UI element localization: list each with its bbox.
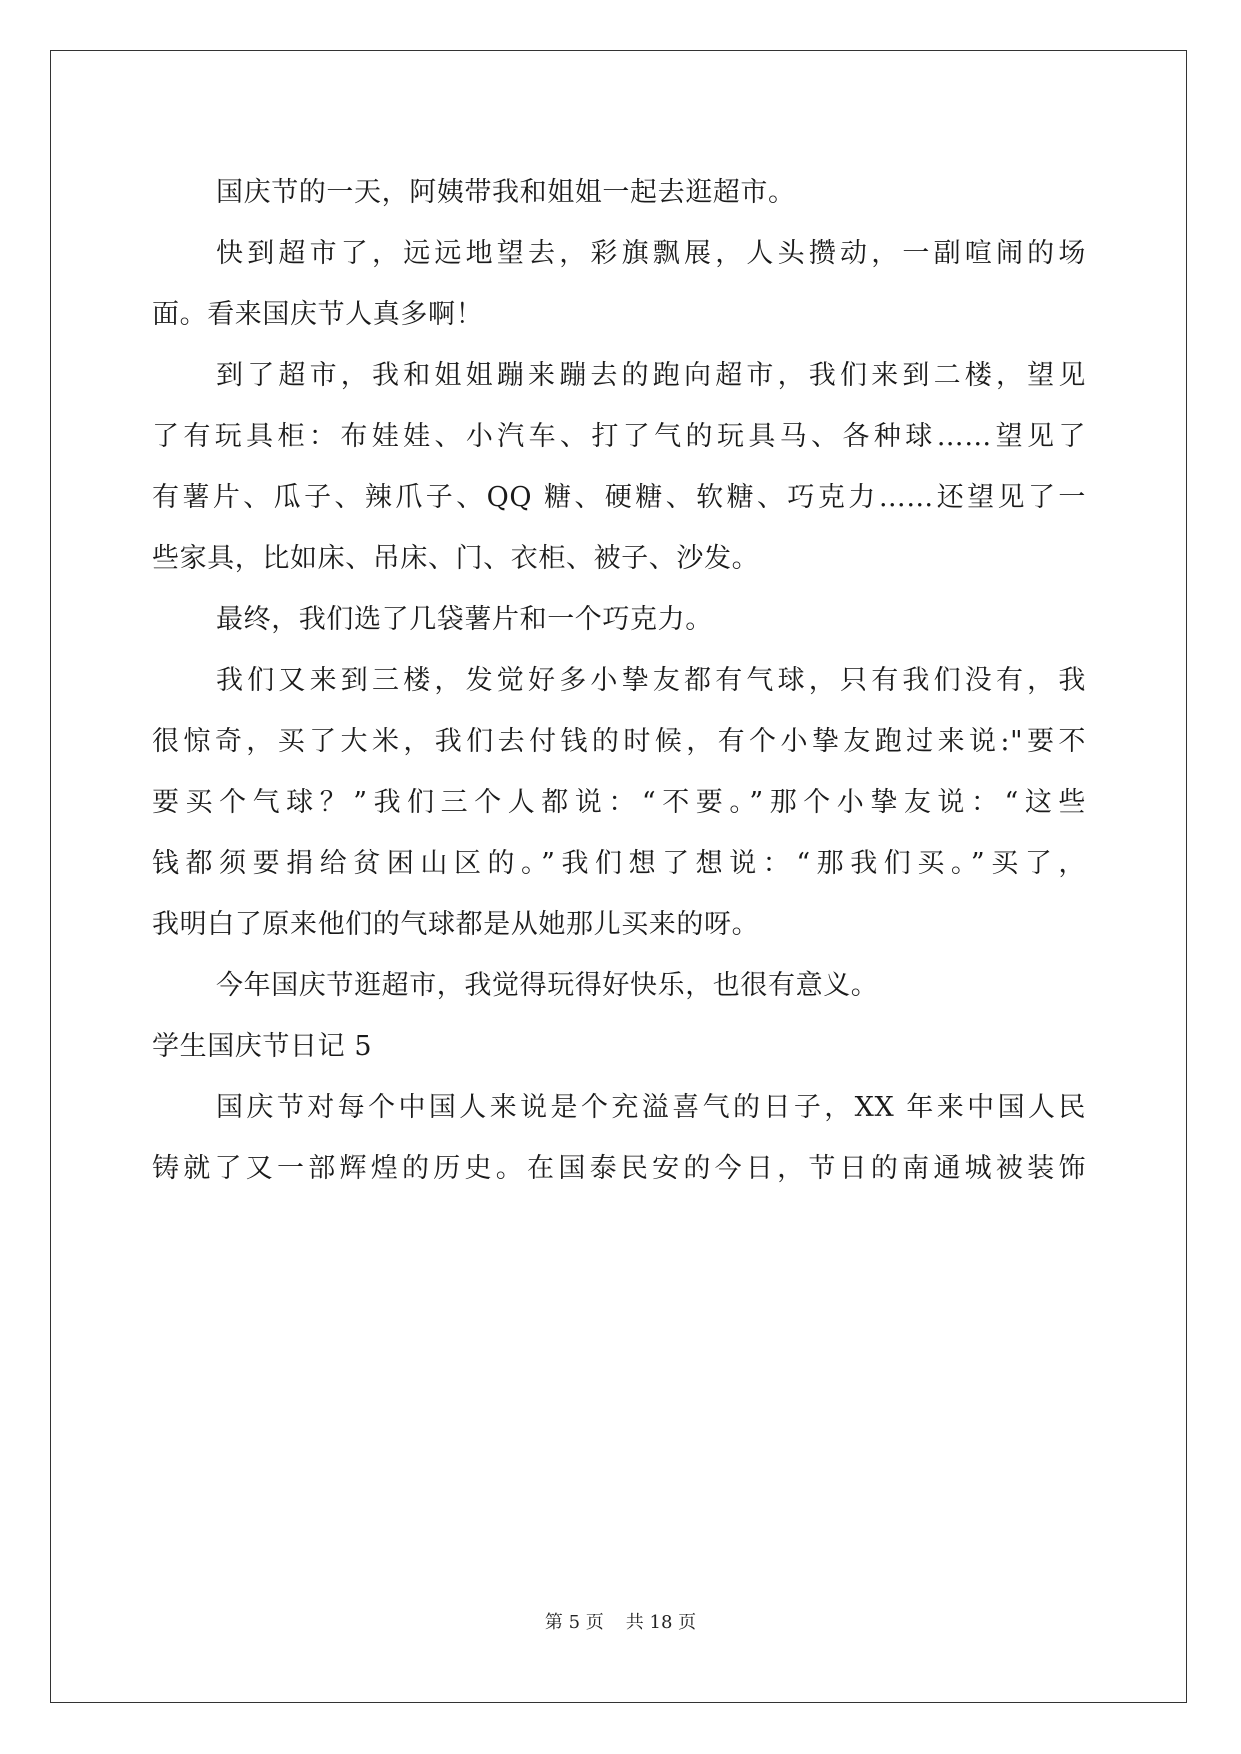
page-total: 共 18 页 <box>625 1612 697 1633</box>
paragraph-line: 钱都须要捐给贫困山区的。”我们想了想说：“那我们买。”买了， <box>152 848 1086 879</box>
paragraph-line: 有薯片、瓜子、辣爪子、QQ 糖、硬糖、软糖、巧克力……还望见了一 <box>152 482 1086 513</box>
paragraph-line: 面。看来国庆节人真多啊！ <box>152 299 484 330</box>
paragraph-line: 铸就了又一部辉煌的历史。在国泰民安的今日，节日的南通城被装饰 <box>152 1153 1086 1184</box>
paragraph-line: 快到超市了，远远地望去，彩旗飘展，人头攒动，一副喧闹的场 <box>216 238 1086 269</box>
paragraph-line: 今年国庆节逛超市，我觉得玩得好快乐，也很有意义。 <box>216 970 879 1001</box>
paragraph-line: 些家具，比如床、吊床、门、衣柜、被子、沙发。 <box>152 543 760 574</box>
paragraph-line: 国庆节对每个中国人来说是个充溢喜气的日子，XX 年来中国人民 <box>216 1092 1086 1123</box>
paragraph-line: 了有玩具柜：布娃娃、小汽车、打了气的玩具马、各种球……望见了 <box>152 421 1086 452</box>
section-heading: 学生国庆节日记 5 <box>152 1031 373 1062</box>
paragraph-line: 国庆节的一天，阿姨带我和姐姐一起去逛超市。 <box>216 177 796 208</box>
paragraph-line: 我明白了原来他们的气球都是从她那儿买来的呀。 <box>152 909 760 940</box>
page-number: 第 5 页 <box>544 1612 604 1633</box>
page-footer <box>0 1608 1241 1634</box>
paragraph-line: 我们又来到三楼，发觉好多小挚友都有气球，只有我们没有，我 <box>216 665 1086 696</box>
document-body <box>152 162 1086 1199</box>
paragraph-line: 到了超市，我和姐姐蹦来蹦去的跑向超市，我们来到二楼，望见 <box>216 360 1086 391</box>
paragraph-line: 要买个气球？”我们三个人都说：“不要。”那个小挚友说：“这些 <box>152 787 1086 818</box>
paragraph-line: 最终，我们选了几袋薯片和一个巧克力。 <box>216 604 713 635</box>
paragraph-line: 很惊奇，买了大米，我们去付钱的时候，有个小挚友跑过来说:"要不 <box>152 726 1086 757</box>
